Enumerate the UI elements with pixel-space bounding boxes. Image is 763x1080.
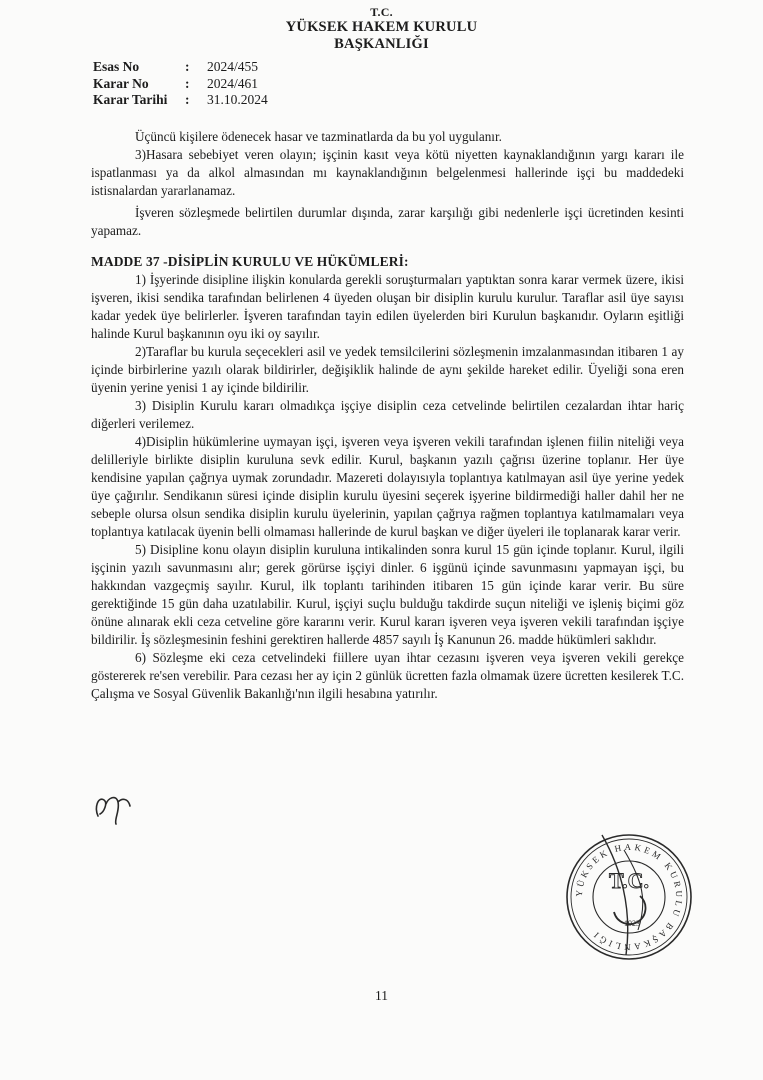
- article-item: 3) Disiplin Kurulu kararı olmadıkça işçiye disiplin ceza cetvelinde belirtilen cezalardan ihtar hariç diğerleri verilemez.: [91, 398, 684, 431]
- article-heading: MADDE 37 -DİSİPLİN KURULU VE HÜKÜMLERİ:: [91, 254, 409, 269]
- meta-colon: :: [185, 75, 190, 91]
- meta-colon: :: [185, 59, 190, 74]
- paragraph: İşveren sözleşmede belirtilen durumlar dışında, zarar karşılığı gibi nedenlerle işçi ücretinden kesinti yapamaz.: [91, 205, 684, 238]
- meta-label: Karar No: [93, 75, 149, 91]
- article-item: 1) İşyerinde disipline ilişkin konularda gerekli soruşturmaları yaptıktan sonra karar vermek üzere, ikisi işveren, ikisi sendika tarafından belirlenen 4 üyeden oluşan bir disiplin kurulu kurulur. Taraflar asil üye sayısı kadar yedek üye belirlerler. İşveren tarafından tayin edilen üyelerden biri Kurulun başkanıdır. Oyların eşitliği halinde Kurul başkanının oyu iki oy sayılır.: [91, 272, 684, 341]
- article-item: 4)Disiplin hükümlerine uymayan işçi, işveren veya işveren vekili tarafından işlenen fiilin niteliği veya delilleriyle birlikte disiplin kuruluna sevk edilir. Kurul, başkanın yazılı çağrısı üzerine toplanır. Her üye kendisine yapılan çağrıya uymak zorundadır. Mazereti dolayısıyla toplantıya katılmayan asil üye yerine yedek üye çağırılır. Sendikanın süresi içinde disiplin kurulu üyesini seçerek işyerine bildirmediği haller dahil her ne sebeple olursa olsun sendika disiplin kurulu üyelerinin, yapılan çağrıya rağmen toplantıya katılmamaları veya toplantıya katılacak üyenin belli olmaması hallerinde de kurul başkan ve diğer üyeleri ile toplanarak karar verir.: [91, 434, 684, 539]
- meta-label: Karar Tarihi: [93, 92, 168, 107]
- paragraph: Üçüncü kişilere ödenecek hasar ve tazminatlarda da bu yol uygulanır.: [135, 129, 502, 144]
- official-seal: [562, 830, 696, 964]
- meta-value: 2024/461: [207, 75, 259, 91]
- seal-ring-text: YÜKSEK HAKEM KURULU BAŞKANLIĞI: [573, 841, 685, 953]
- meta-colon: :: [185, 92, 190, 107]
- header-state: T.C.: [370, 5, 393, 19]
- article-item: 6) Sözleşme eki ceza cetvelindeki fiillere uyan ihtar cezasını işveren veya işveren vekili gerekçe göstererek re'sen verebilir. Para cezası her ay için 2 günlük ücretten fazla olmamak üzere ücretten kesilerek T.C. Çalışma ve Sosyal Güvenlik Bakanlığı'nın ilgili hesabına yatırılır.: [91, 650, 684, 701]
- decision-number-row: [93, 76, 268, 93]
- meta-value: 2024/455: [207, 59, 259, 74]
- case-number-row: [93, 59, 268, 76]
- paragraph: 3)Hasara sebebiyet veren olayın; işçinin kasıt veya kötü niyetten kaynaklandığının yargı kararı ile ispatlanması ya da alkol almasından mı kaynaklandığının belgelenmesi hallerinde işçi bu maddedeki istisnalardan yararlanamaz.: [91, 147, 684, 198]
- seal-year: 1923: [624, 919, 640, 928]
- handwritten-initial: [92, 786, 136, 830]
- header-department: BAŞKANLIĞI: [334, 36, 429, 52]
- case-metadata: [93, 59, 268, 109]
- page-number: 11: [375, 988, 388, 1003]
- document-header: [0, 6, 763, 53]
- document-body: [91, 128, 684, 703]
- decision-date-row: [93, 92, 268, 109]
- article-item: 5) Disipline konu olayın disiplin kuruluna intikalinden sonra kurul 15 gün içinde toplanır. Kurul, ilgili işçinin yazılı savunmasını alır; gerek görürse işçiyi dinler. 6 işgünü içinde savunmasını yapmayan işçi, bu hakkından vazgeçmiş sayılır. Kurul, ilk toplantı tarihinden itibaren 15 gün içinde karar verir. Bu süre gerektiğinde 15 gün daha uzatılabilir. Kurul, işçiyi suçlu bulduğu takdirde suçun niteliği ve işleniş biçimi göz önüne alınarak ekli ceza cetveline göre kararını verir. Kurul kararı işveren veya işveren vekili tarafından işçiye bildirilir. İş sözleşmesinin feshini gerektiren hallerde 4857 sayılı İş Kanunun 26. madde hükümleri saklıdır.: [91, 542, 684, 647]
- meta-label: Esas No: [93, 59, 140, 74]
- article-item: 2)Taraflar bu kurula seçecekleri asil ve yedek temsilcilerini sözleşmenin imzalanmasından itibaren 1 ay içinde birbirlerine yazılı olarak bildirirler, değişiklik halinde de aynı şekilde hareket edilir. Üyeliği sona eren üyenin yerine yenisi 1 ay içinde bildirilir.: [91, 344, 684, 395]
- meta-value: 31.10.2024: [207, 92, 268, 107]
- seal-center-text: T.C.: [609, 868, 649, 893]
- header-institution: YÜKSEK HAKEM KURULU: [285, 19, 478, 35]
